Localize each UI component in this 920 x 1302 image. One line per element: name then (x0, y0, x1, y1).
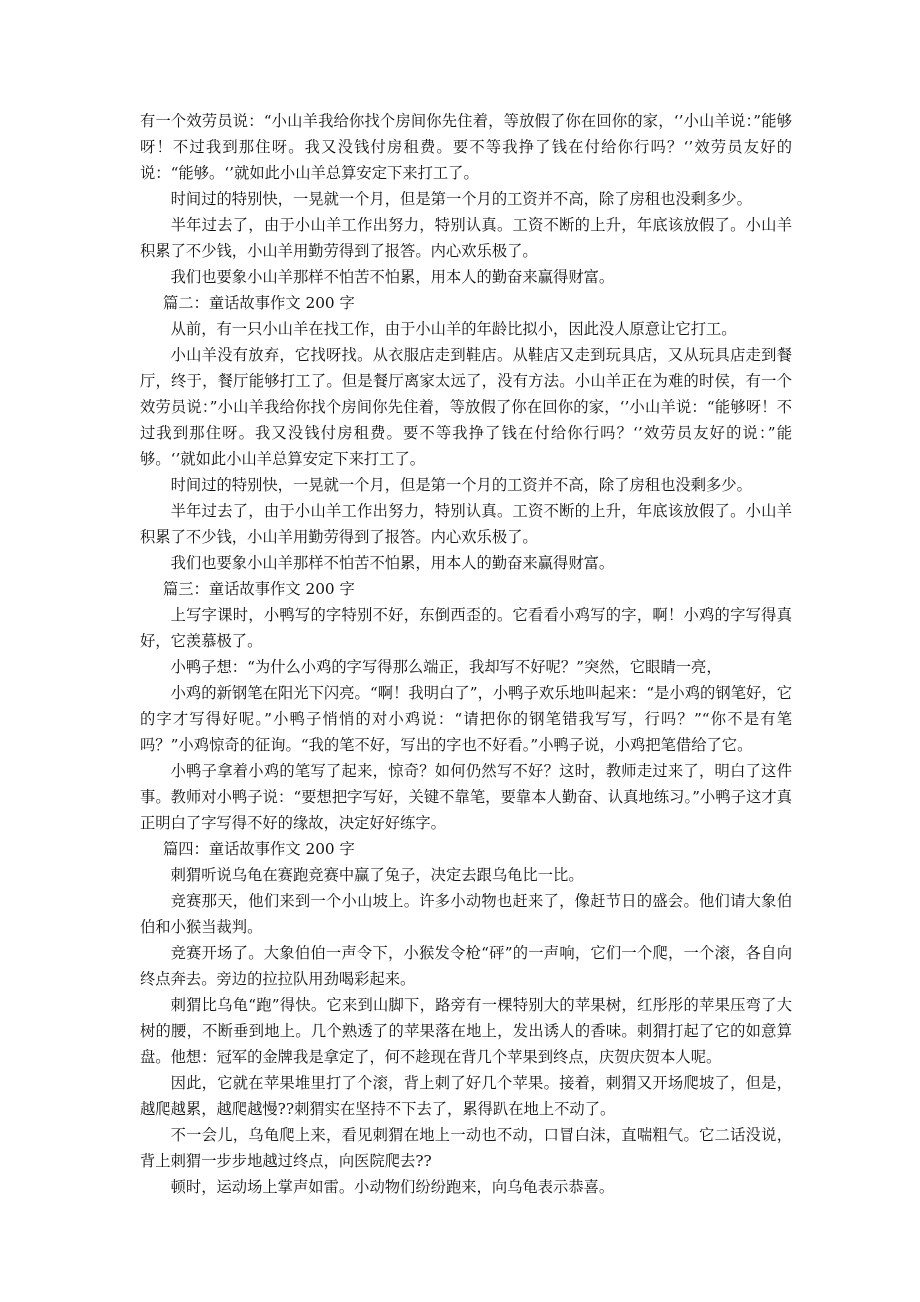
paragraph: 刺猬比乌龟“跑”得快。它来到山脚下，路旁有一棵特别大的苹果树，红彤彤的苹果压弯了大树的腰，不断垂到地上。几个熟透了的苹果落在地上，发出诱人的香味。刺猬打起了它的如意算盘。他想：冠军的金牌我是拿定了，何不趁现在背几个苹果到终点，庆贺庆贺本人呢。 (140, 996, 792, 1066)
document-page (140, 108, 792, 1200)
paragraph: 我们也要象小山羊那样不怕苦不怕累，用本人的勤奋来赢得财富。 (170, 554, 615, 572)
section-heading: 篇四：童话故事作文 200 字 (162, 840, 355, 858)
paragraph: 顿时，运动场上掌声如雷。小动物们纷纷跑来，向乌龟表示恭喜。 (170, 1178, 615, 1196)
paragraph: 有一个效劳员说：“小山羊我给你找个房间你先住着，等放假了你在回你的家，‘’小山羊说：”能够呀！不过我到那住呀。我又没钱付房租费。要不等我挣了钱在付给你行吗？‘’效劳员友好的说：“能够。‘’就如此小山羊总算安定下来打工了。 (140, 112, 792, 182)
section-heading: 篇三：童话故事作文 200 字 (162, 580, 355, 598)
section-heading: 篇二：童话故事作文 200 字 (162, 294, 355, 312)
paragraph: 小鸡的新钢笔在阳光下闪亮。“啊！我明白了”，小鸭子欢乐地叫起来：“是小鸡的钢笔好，它的字才写得好呢。”小鸭子悄悄的对小鸡说：“请把你的钢笔错我写写，行吗？”“你不是有笔吗？”小鸡惊奇的征询。“我的笔不好，写出的字也不好看。”小鸭子说，小鸡把笔借给了它。 (140, 684, 792, 754)
paragraph: 竞赛那天，他们来到一个小山坡上。许多小动物也赶来了，像赶节日的盛会。他们请大象伯伯和小猴当裁判。 (140, 892, 792, 936)
paragraph: 刺猬听说乌龟在赛跑竞赛中赢了兔子，决定去跟乌龟比一比。 (170, 866, 584, 884)
paragraph: 时间过的特别快，一晃就一个月，但是第一个月的工资并不高，除了房租也没剩多少。 (170, 476, 752, 494)
paragraph: 从前，有一只小山羊在找工作，由于小山羊的年龄比拟小，因此没人原意让它打工。 (170, 320, 737, 338)
paragraph: 小鸭子想：“为什么小鸡的字写得那么端正，我却写不好呢？”突然，它眼睛一亮， (170, 658, 722, 676)
paragraph: 半年过去了，由于小山羊工作出努力，特别认真。工资不断的上升，年底该放假了。小山羊积累了不少钱，小山羊用勤劳得到了报答。内心欢乐极了。 (140, 216, 792, 260)
paragraph: 小山羊没有放弃，它找呀找。从衣服店走到鞋店。从鞋店又走到玩具店，又从玩具店走到餐厅，终于，餐厅能够打工了。但是餐厅离家太远了，没有方法。小山羊正在为难的时侯，有一个效劳员说：”小山羊我给你找个房间你先住着，等放假了你在回你的家，‘’小山羊说：“能够呀！不过我到那住呀。我又没钱付房租费。要不等我挣了钱在付给你行吗？‘’效劳员友好的说：”能够。‘’就如此小山羊总算安定下来打工了。 (140, 346, 792, 468)
paragraph: 半年过去了，由于小山羊工作出努力，特别认真。工资不断的上升，年底该放假了。小山羊积累了不少钱，小山羊用勤劳得到了报答。内心欢乐极了。 (140, 502, 792, 546)
paragraph: 不一会儿，乌龟爬上来，看见刺猬在地上一动也不动，口冒白沫，直喘粗气。它二话没说，背上刺猬一步步地越过终点，向医院爬去?? (140, 1126, 792, 1170)
paragraph: 小鸭子拿着小鸡的笔写了起来，惊奇？如何仍然写不好？这时，教师走过来了，明白了这件事。教师对小鸭子说：“要想把字写好，关键不靠笔，要靠本人勤奋、认真地练习。”小鸭子这才真正明白了字写得不好的缘故，决定好好练字。 (140, 762, 792, 832)
paragraph: 因此，它就在苹果堆里打了个滚，背上刺了好几个苹果。接着，刺猬又开场爬坡了，但是，越爬越累，越爬越慢??刺猬实在坚持不下去了，累得趴在地上不动了。 (140, 1074, 792, 1118)
paragraph: 我们也要象小山羊那样不怕苦不怕累，用本人的勤奋来赢得财富。 (170, 268, 615, 286)
paragraph: 时间过的特别快，一晃就一个月，但是第一个月的工资并不高，除了房租也没剩多少。 (170, 190, 752, 208)
paragraph: 竞赛开场了。大象伯伯一声令下，小猴发令枪“砰”的一声响，它们一个爬，一个滚，各自向终点奔去。旁边的拉拉队用劲喝彩起来。 (140, 944, 792, 988)
paragraph: 上写字课时，小鸭写的字特别不好，东倒西歪的。它看看小鸡写的字，啊！小鸡的字写得真好，它羡慕极了。 (140, 606, 792, 650)
